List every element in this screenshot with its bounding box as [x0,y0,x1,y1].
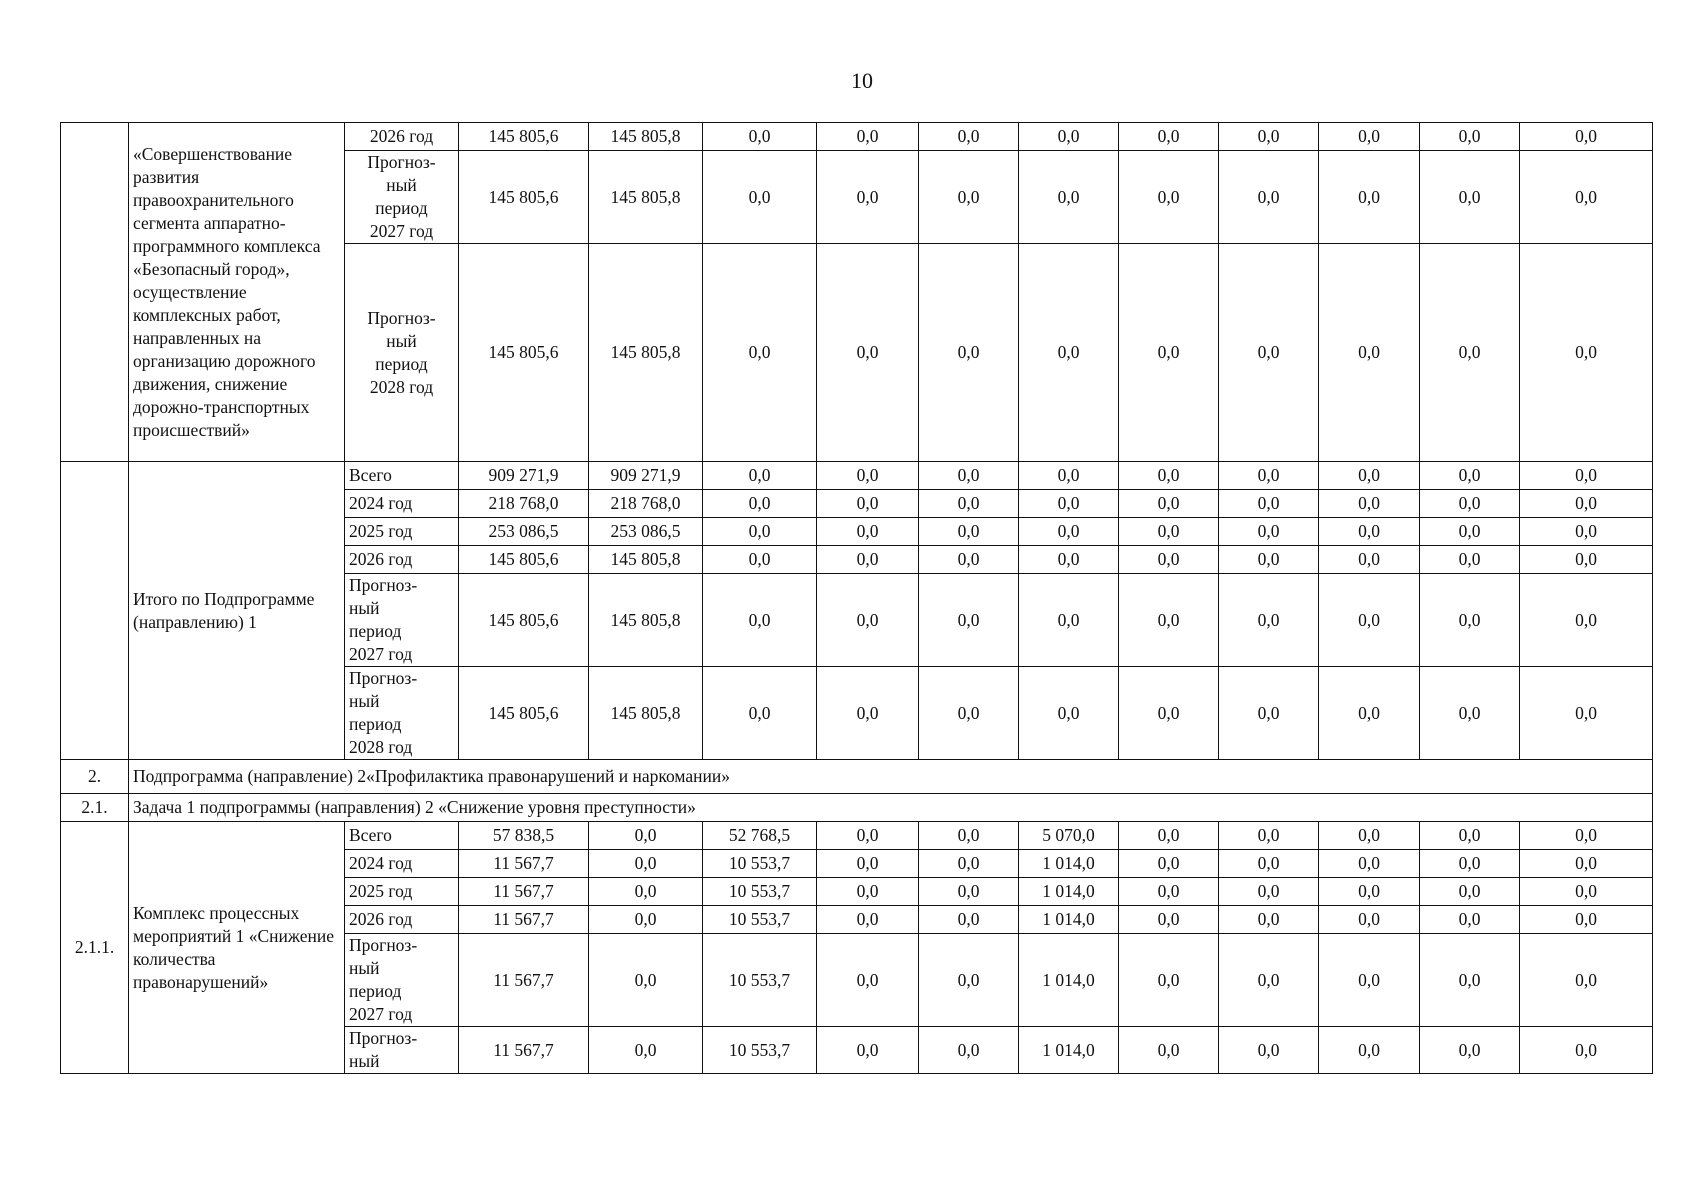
value-cell: 11 567,7 [459,1027,589,1074]
value-cell: 909 271,9 [459,462,589,490]
value-cell: 0,0 [1019,244,1119,462]
value-cell: 0,0 [1019,462,1119,490]
period-cell: Всего [345,822,459,850]
value-cell: 0,0 [1119,934,1219,1027]
value-cell: 0,0 [1520,822,1653,850]
value-cell: 0,0 [1119,906,1219,934]
value-cell: 0,0 [1319,878,1420,906]
row-name: «Совершенствование развития правоохранительного сегмента аппаратно-программного комплекса «Безопасный город», осуществление комплексных работ, направленных на организацию дорожного движения, снижение дорожно-транспортных происшествий» [129,123,345,462]
value-cell: 0,0 [1520,850,1653,878]
period-cell: 2025 год [345,518,459,546]
period-cell: Всего [345,462,459,490]
value-cell: 0,0 [1520,244,1653,462]
value-cell: 0,0 [817,906,919,934]
period-cell: 2025 год [345,878,459,906]
value-cell: 0,0 [1520,490,1653,518]
value-cell: 0,0 [1119,574,1219,667]
value-cell: 145 805,6 [459,546,589,574]
table-row [61,123,1653,151]
value-cell: 909 271,9 [589,462,703,490]
row-name: Комплекс процессных мероприятий 1 «Снижение количества правонарушений» [129,822,345,1074]
value-cell: 10 553,7 [703,850,817,878]
value-cell: 0,0 [1119,518,1219,546]
period-cell: 2024 год [345,490,459,518]
value-cell: 0,0 [1119,1027,1219,1074]
value-cell: 11 567,7 [459,850,589,878]
value-cell: 0,0 [1420,574,1520,667]
value-cell: 0,0 [817,934,919,1027]
value-cell: 1 014,0 [1019,850,1119,878]
value-cell: 0,0 [1319,462,1420,490]
value-cell: 0,0 [1420,151,1520,244]
value-cell: 0,0 [1520,667,1653,760]
value-cell: 57 838,5 [459,822,589,850]
value-cell: 0,0 [817,1027,919,1074]
value-cell: 0,0 [1219,518,1319,546]
value-cell: 0,0 [1319,667,1420,760]
value-cell: 0,0 [919,934,1019,1027]
value-cell: 0,0 [1420,244,1520,462]
value-cell: 0,0 [1119,490,1219,518]
table-row [61,822,1653,850]
table-row [61,794,1653,822]
page-number: 10 [851,68,873,93]
value-cell: 145 805,8 [589,151,703,244]
value-cell: 0,0 [817,518,919,546]
value-cell: 0,0 [1520,906,1653,934]
period-cell: 2026 год [345,906,459,934]
value-cell: 0,0 [817,878,919,906]
value-cell: 0,0 [1420,850,1520,878]
period-cell: Прогноз- ный период 2027 год [345,151,459,244]
value-cell: 145 805,8 [589,123,703,151]
value-cell: 0,0 [1319,822,1420,850]
value-cell: 0,0 [1219,574,1319,667]
value-cell: 0,0 [1219,123,1319,151]
value-cell: 0,0 [1119,850,1219,878]
value-cell: 145 805,8 [589,574,703,667]
value-cell: 0,0 [1319,123,1420,151]
value-cell: 0,0 [703,462,817,490]
period-cell: Прогноз- ный период 2028 год [345,244,459,462]
value-cell: 0,0 [1520,123,1653,151]
value-cell: 0,0 [703,151,817,244]
value-cell: 0,0 [1319,546,1420,574]
value-cell: 0,0 [919,850,1019,878]
value-cell: 0,0 [1119,546,1219,574]
value-cell: 0,0 [1520,151,1653,244]
row-code [61,123,129,462]
value-cell: 1 014,0 [1019,906,1119,934]
value-cell: 0,0 [1420,934,1520,1027]
value-cell: 0,0 [703,574,817,667]
value-cell: 0,0 [703,490,817,518]
value-cell: 10 553,7 [703,878,817,906]
value-cell: 0,0 [1319,574,1420,667]
value-cell: 0,0 [817,151,919,244]
value-cell: 0,0 [919,1027,1019,1074]
value-cell: 0,0 [1119,462,1219,490]
value-cell: 0,0 [1420,490,1520,518]
value-cell: 0,0 [1520,546,1653,574]
value-cell: 253 086,5 [459,518,589,546]
value-cell: 0,0 [589,906,703,934]
value-cell: 0,0 [1319,850,1420,878]
value-cell: 145 805,6 [459,151,589,244]
value-cell: 0,0 [1520,878,1653,906]
value-cell: 218 768,0 [589,490,703,518]
value-cell: 0,0 [1219,151,1319,244]
value-cell: 145 805,6 [459,574,589,667]
value-cell: 0,0 [919,878,1019,906]
period-cell: Прогноз- ный период 2027 год [345,574,459,667]
value-cell: 0,0 [1520,934,1653,1027]
value-cell: 1 014,0 [1019,878,1119,906]
value-cell: 0,0 [1019,574,1119,667]
value-cell: 0,0 [703,244,817,462]
value-cell: 0,0 [1319,244,1420,462]
value-cell: 0,0 [1019,667,1119,760]
value-cell: 0,0 [1019,123,1119,151]
row-name: Итого по Подпрограмме (направлению) 1 [129,462,345,760]
value-cell: 0,0 [1019,518,1119,546]
value-cell: 0,0 [1119,878,1219,906]
value-cell: 0,0 [919,151,1019,244]
value-cell: 0,0 [817,244,919,462]
value-cell: 0,0 [919,462,1019,490]
value-cell: 0,0 [1319,151,1420,244]
period-cell: Прогноз- ный период 2028 год [345,667,459,760]
value-cell: 0,0 [919,490,1019,518]
value-cell: 0,0 [1119,151,1219,244]
value-cell: 11 567,7 [459,906,589,934]
period-cell: Прогноз- ный [345,1027,459,1074]
table-body [61,123,1653,1074]
value-cell: 5 070,0 [1019,822,1119,850]
value-cell: 10 553,7 [703,1027,817,1074]
row-code [61,462,129,760]
value-cell: 0,0 [589,934,703,1027]
value-cell: 145 805,8 [589,244,703,462]
value-cell: 0,0 [817,123,919,151]
value-cell: 0,0 [1520,1027,1653,1074]
value-cell: 0,0 [1019,151,1119,244]
value-cell: 145 805,6 [459,667,589,760]
value-cell: 10 553,7 [703,906,817,934]
value-cell: 0,0 [817,490,919,518]
value-cell: 0,0 [1319,518,1420,546]
row-code: 2. [61,760,129,794]
value-cell: 0,0 [919,667,1019,760]
value-cell: 0,0 [1520,462,1653,490]
value-cell: 0,0 [1520,574,1653,667]
value-cell: 0,0 [1019,546,1119,574]
value-cell: 145 805,8 [589,546,703,574]
value-cell: 0,0 [919,822,1019,850]
row-code: 2.1. [61,794,129,822]
value-cell: 0,0 [1119,123,1219,151]
value-cell: 11 567,7 [459,934,589,1027]
value-cell: 0,0 [1219,546,1319,574]
value-cell: 0,0 [1520,518,1653,546]
period-cell: 2024 год [345,850,459,878]
value-cell: 0,0 [1219,850,1319,878]
value-cell: 0,0 [919,244,1019,462]
value-cell: 0,0 [1420,123,1520,151]
value-cell: 0,0 [919,123,1019,151]
value-cell: 0,0 [1420,518,1520,546]
row-code: 2.1.1. [61,822,129,1074]
value-cell: 0,0 [919,574,1019,667]
value-cell: 0,0 [1019,490,1119,518]
value-cell: 0,0 [1219,490,1319,518]
row-title: Подпрограмма (направление) 2«Профилактика правонарушений и наркомании» [129,760,1653,794]
value-cell: 0,0 [1420,878,1520,906]
value-cell: 145 805,8 [589,667,703,760]
value-cell: 0,0 [1319,906,1420,934]
value-cell: 0,0 [1420,1027,1520,1074]
value-cell: 1 014,0 [1019,934,1119,1027]
value-cell: 0,0 [589,1027,703,1074]
value-cell: 0,0 [1119,667,1219,760]
value-cell: 0,0 [1420,906,1520,934]
value-cell: 0,0 [1319,1027,1420,1074]
table-row [61,760,1653,794]
row-title: Задача 1 подпрограммы (направления) 2 «Снижение уровня преступности» [129,794,1653,822]
value-cell: 0,0 [1420,462,1520,490]
budget-table [60,122,1653,1074]
value-cell: 0,0 [703,518,817,546]
value-cell: 0,0 [1219,878,1319,906]
value-cell: 0,0 [1219,667,1319,760]
value-cell: 0,0 [919,518,1019,546]
value-cell: 0,0 [817,850,919,878]
value-cell: 218 768,0 [459,490,589,518]
table-row [61,462,1653,490]
value-cell: 253 086,5 [589,518,703,546]
period-cell: Прогноз- ный период 2027 год [345,934,459,1027]
value-cell: 0,0 [1219,244,1319,462]
value-cell: 0,0 [1219,906,1319,934]
value-cell: 0,0 [1219,934,1319,1027]
value-cell: 0,0 [1319,490,1420,518]
value-cell: 0,0 [703,123,817,151]
value-cell: 0,0 [1319,934,1420,1027]
value-cell: 0,0 [1420,546,1520,574]
period-cell: 2026 год [345,546,459,574]
period-cell: 2026 год [345,123,459,151]
value-cell: 0,0 [817,546,919,574]
value-cell: 0,0 [1219,462,1319,490]
value-cell: 0,0 [703,667,817,760]
value-cell: 145 805,6 [459,244,589,462]
value-cell: 11 567,7 [459,878,589,906]
value-cell: 0,0 [817,462,919,490]
value-cell: 0,0 [919,546,1019,574]
value-cell: 0,0 [589,878,703,906]
value-cell: 0,0 [1420,667,1520,760]
value-cell: 1 014,0 [1019,1027,1119,1074]
value-cell: 0,0 [817,667,919,760]
value-cell: 0,0 [1219,1027,1319,1074]
value-cell: 0,0 [817,574,919,667]
value-cell: 0,0 [919,906,1019,934]
value-cell: 0,0 [1119,244,1219,462]
value-cell: 0,0 [589,850,703,878]
value-cell: 52 768,5 [703,822,817,850]
value-cell: 0,0 [589,822,703,850]
value-cell: 10 553,7 [703,934,817,1027]
value-cell: 0,0 [1119,822,1219,850]
value-cell: 0,0 [1420,822,1520,850]
value-cell: 0,0 [1219,822,1319,850]
value-cell: 0,0 [703,546,817,574]
value-cell: 145 805,6 [459,123,589,151]
value-cell: 0,0 [817,822,919,850]
